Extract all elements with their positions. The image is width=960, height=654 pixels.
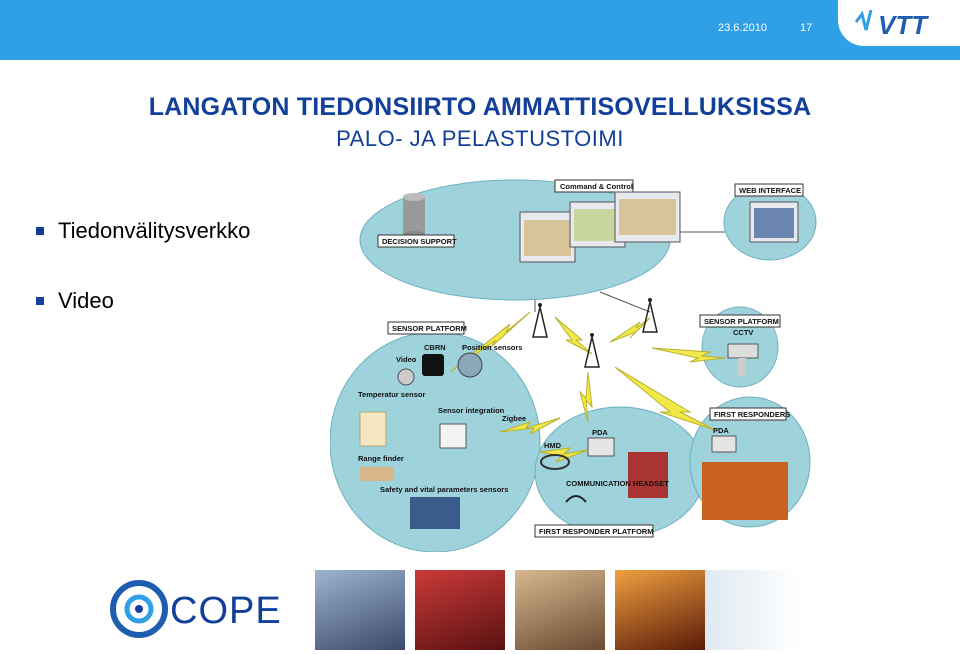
footer-photo-fire bbox=[615, 570, 705, 650]
hmd-label: HMD bbox=[544, 441, 562, 450]
sensor-platform-right-label: SENSOR PLATFORM bbox=[704, 317, 779, 326]
antenna-tower-icon bbox=[643, 298, 657, 332]
globe-icon bbox=[458, 353, 482, 377]
sensor-integration-label: Sensor integration bbox=[438, 406, 505, 415]
header-bar bbox=[0, 0, 960, 60]
footer-photo-ambulance bbox=[415, 570, 505, 650]
safety-vital-label: Safety and vital parameters sensors bbox=[380, 485, 509, 494]
position-sensors-label: Position sensors bbox=[462, 343, 523, 352]
temperature-sensor-label: Temperatur sensor bbox=[358, 390, 426, 399]
decision-support-label: DECISION SUPPORT bbox=[382, 237, 457, 246]
slide-title: LANGATON TIEDONSIIRTO AMMATTISOVELLUKSISSA bbox=[148, 93, 812, 121]
database-cylinder-icon bbox=[403, 193, 425, 239]
sensor-platform-left-label: SENSOR PLATFORM bbox=[392, 324, 467, 333]
range-finder-icon bbox=[360, 467, 394, 481]
pda-device-icon bbox=[712, 436, 736, 452]
footer-photo-responders bbox=[315, 570, 405, 650]
slide-subtitle: PALO- JA PELASTUSTOIMI bbox=[336, 126, 624, 151]
cope-emblem-icon bbox=[110, 580, 168, 638]
pda-center-label: PDA bbox=[592, 428, 608, 437]
firefighters-photo bbox=[702, 462, 788, 520]
thermometer-icon bbox=[360, 412, 386, 446]
bullet-item bbox=[36, 218, 250, 288]
vtt-logo-icon bbox=[838, 0, 960, 46]
camera-icon bbox=[398, 369, 414, 385]
command-control-label: Command & Control bbox=[560, 182, 633, 191]
web-interface-label: WEB INTERFACE bbox=[739, 186, 802, 195]
bullet-item bbox=[36, 288, 250, 358]
vtt-logo bbox=[838, 0, 960, 46]
sensor-integration-device-icon bbox=[440, 424, 466, 448]
bullet-square-icon bbox=[36, 227, 44, 235]
pda-right-label: PDA bbox=[713, 426, 729, 435]
cctv-camera-icon bbox=[728, 344, 758, 358]
footer-photo-fade bbox=[705, 570, 800, 650]
network-diagram bbox=[330, 172, 820, 552]
first-responder-platform-label: FIRST RESPONDER PLATFORM bbox=[539, 527, 654, 536]
page-number: 17 bbox=[800, 22, 813, 34]
range-finder-label: Range finder bbox=[358, 454, 404, 463]
first-responders-label: FIRST RESPONDERS bbox=[714, 410, 791, 419]
cbrn-device-icon bbox=[422, 354, 444, 376]
bullet-list bbox=[36, 218, 250, 358]
slide-date: 23.6.2010 bbox=[718, 22, 767, 34]
comm-headset-label: COMMUNICATION HEADSET bbox=[566, 479, 669, 488]
video-label: Video bbox=[396, 355, 417, 364]
bolt-icon bbox=[555, 317, 592, 354]
cope-logo-text: COPE bbox=[170, 590, 282, 632]
bullet-text: Tiedonvälitysverkko bbox=[58, 218, 251, 243]
responder-bubble bbox=[535, 407, 705, 537]
vital-sensors-photo bbox=[410, 497, 460, 529]
bullet-square-icon bbox=[36, 297, 44, 305]
fire-truck-photo bbox=[628, 452, 668, 498]
cbrn-label: CBRN bbox=[424, 343, 446, 352]
bullet-text: Video bbox=[58, 288, 114, 313]
zigbee-label: Zigbee bbox=[502, 414, 527, 423]
cctv-label: CCTV bbox=[733, 328, 754, 337]
pda-device-icon bbox=[588, 438, 614, 456]
svg-text:VTT: VTT bbox=[878, 10, 928, 40]
footer-photo-headset bbox=[515, 570, 605, 650]
